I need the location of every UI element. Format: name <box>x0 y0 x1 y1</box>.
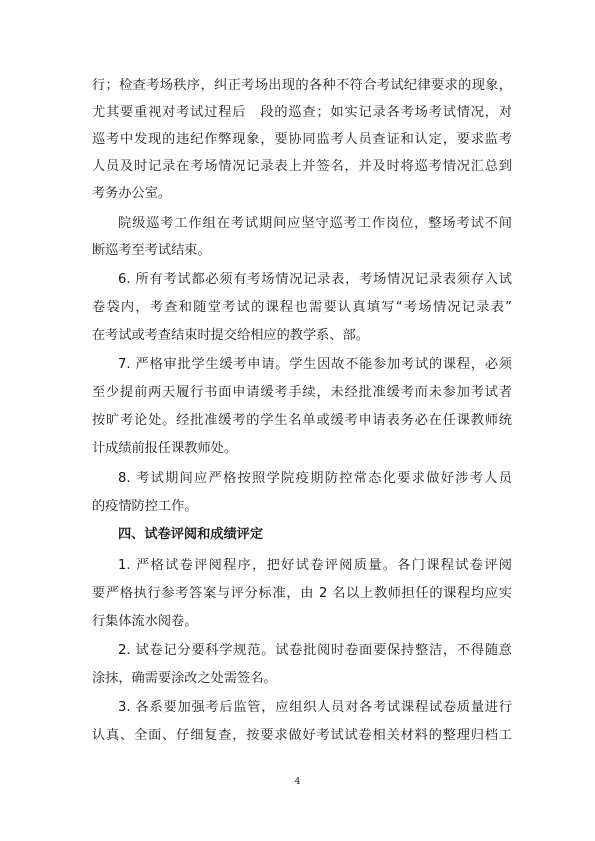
body-line-18: 1. 严格试卷评阅程序，把好试卷评阅质量。各门课程试卷评阅 <box>118 558 512 573</box>
section-heading: 四、试卷评阅和成绩评定 <box>118 527 264 542</box>
body-line-13: 按旷考论处。经批准缓考的学生名单或缓考申请表务必在任课教师统 <box>92 413 512 428</box>
body-line-11: 7. 严格审批学生缓考申请。学生因故不能参加考试的课程，必须 <box>118 357 512 372</box>
page-number: 4 <box>294 777 301 787</box>
body-line-23: 3. 各系要加强考后监管，应组织人员对各考试课程试卷质量进行 <box>118 700 512 715</box>
body-line-14: 计成绩前报任课教师处。 <box>92 441 238 456</box>
body-line-20: 行集体流水阅卷。 <box>92 614 198 629</box>
body-line-2: 尤其要重视对考试过程后 段的巡查；如实记录各考场考试情况，对 <box>92 105 512 120</box>
body-line-16: 的疫情防控工作。 <box>92 499 198 514</box>
body-line-9: 卷袋内，考查和随堂考试的课程也需要认真填写“考场情况记录表” <box>92 300 512 315</box>
body-line-12: 至少提前两天履行书面申请缓考手续，未经批准缓考而未参加考试者 <box>92 385 512 400</box>
body-line-1: 行；检查考场秩序，纠正考场出现的各种不符合考试纪律要求的现象， <box>92 78 512 93</box>
body-line-5: 考务办公室。 <box>92 186 172 201</box>
body-line-10: 在考试或考查结束时提交给相应的教学系、部。 <box>92 328 369 343</box>
body-line-15: 8. 考试期间应严格按照学院疫期防控常态化要求做好涉考人员 <box>118 471 512 486</box>
body-line-8: 6. 所有考试都必须有考场情况记录表，考场情况记录表须存入试 <box>118 272 512 287</box>
body-line-24: 认真、全面、仔细复查，按要求做好考试试卷相关材料的整理归档工 <box>92 728 512 743</box>
body-line-22: 涂抹，确需要涂改之处需签名。 <box>92 671 277 686</box>
body-line-4: 人员及时记录在考场情况记录表上并签名，并及时将巡考情况汇总到 <box>92 159 512 174</box>
body-line-19: 要严格执行参考答案与评分标准，由 2 名以上教师担任的课程均应实 <box>92 586 512 601</box>
body-line-6: 院级巡考工作组在考试期间应坚守巡考工作岗位，整场考试不间 <box>118 216 512 231</box>
body-line-3: 巡考中发现的违纪作弊现象，要协同监考人员查证和认定，要求监考 <box>92 132 512 147</box>
body-line-21: 2. 试卷记分要科学规范。试卷批阅时卷面要保持整洁，不得随意 <box>118 643 512 658</box>
body-line-7: 断巡考至考试结束。 <box>92 243 211 258</box>
